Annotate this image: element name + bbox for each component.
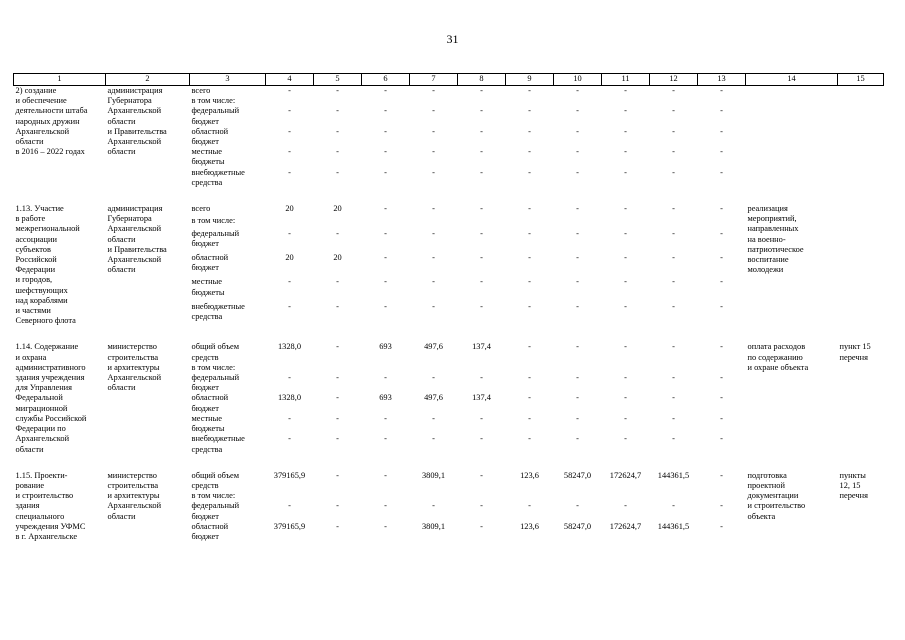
amount-cell: - bbox=[432, 106, 435, 116]
table-row bbox=[14, 342, 884, 362]
amount-cell bbox=[602, 491, 650, 501]
amount-cell: - bbox=[624, 501, 627, 511]
table-row bbox=[14, 86, 884, 97]
amount-cell: - bbox=[384, 501, 387, 511]
amount-cell: - bbox=[528, 167, 531, 177]
column-header-12: 12 bbox=[650, 74, 698, 86]
block-spacer bbox=[14, 326, 884, 342]
amount-cell: - bbox=[384, 147, 387, 157]
amount-cell: - bbox=[672, 301, 675, 311]
amount-cell: - bbox=[624, 106, 627, 116]
amount-cell: 379165,9 bbox=[273, 470, 306, 480]
amount-cell: - bbox=[432, 252, 435, 262]
amount-cell: - bbox=[480, 147, 483, 157]
amount-cell: - bbox=[288, 373, 291, 383]
amount-cell: 123,6 bbox=[520, 521, 539, 531]
amount-cell: 20 bbox=[333, 204, 342, 214]
amount-cell: - bbox=[528, 86, 531, 95]
amount-cell: - bbox=[288, 86, 291, 95]
amount-cell bbox=[458, 216, 506, 228]
column-header-10: 10 bbox=[554, 74, 602, 86]
amount-cell: - bbox=[288, 413, 291, 423]
funding-source-cell: местные бюджеты bbox=[191, 413, 225, 434]
amount-cell: - bbox=[672, 342, 675, 352]
amount-cell bbox=[458, 491, 506, 501]
amount-cell: - bbox=[576, 413, 579, 423]
amount-cell: - bbox=[672, 147, 675, 157]
amount-cell: - bbox=[528, 342, 531, 352]
amount-cell: - bbox=[576, 86, 579, 95]
amount-cell: - bbox=[432, 413, 435, 423]
funding-source-cell: местные бюджеты bbox=[191, 277, 225, 297]
funding-source-cell: федеральный бюджет bbox=[191, 106, 240, 126]
column-number-header bbox=[14, 74, 884, 86]
column-header-14: 14 bbox=[746, 74, 838, 86]
funding-source-cell: внебюджетные средства bbox=[191, 434, 245, 454]
amount-cell bbox=[602, 96, 650, 106]
amount-cell: - bbox=[432, 86, 435, 95]
column-header-15: 15 bbox=[838, 74, 884, 86]
amount-cell: - bbox=[336, 501, 339, 511]
result-cell: оплата расходов по содержанию и охране объекта bbox=[747, 342, 809, 372]
amount-cell: - bbox=[288, 301, 291, 311]
column-header-7: 7 bbox=[410, 74, 458, 86]
table-row bbox=[14, 471, 884, 491]
funding-source-cell: в том числе: bbox=[191, 362, 236, 372]
amount-cell: - bbox=[288, 434, 291, 444]
amount-cell bbox=[698, 363, 746, 373]
column-header-6: 6 bbox=[362, 74, 410, 86]
amount-cell: - bbox=[720, 413, 723, 423]
amount-cell: - bbox=[576, 252, 579, 262]
amount-cell: - bbox=[720, 277, 723, 287]
amount-cell: - bbox=[528, 106, 531, 116]
amount-cell: 20 bbox=[285, 204, 294, 214]
amount-cell: - bbox=[432, 277, 435, 287]
amount-cell: - bbox=[624, 277, 627, 287]
funding-source-cell: в том числе: bbox=[191, 491, 236, 501]
amount-cell: - bbox=[384, 167, 387, 177]
amount-cell: - bbox=[336, 470, 339, 480]
amount-cell: - bbox=[624, 342, 627, 352]
amount-cell bbox=[410, 491, 458, 501]
amount-cell: 144361,5 bbox=[657, 470, 690, 480]
funding-source-cell: федеральный бюджет bbox=[191, 501, 240, 521]
amount-cell: - bbox=[288, 147, 291, 157]
column-header-9: 9 bbox=[506, 74, 554, 86]
amount-cell: - bbox=[720, 147, 723, 157]
amount-cell bbox=[314, 96, 362, 106]
amount-cell bbox=[698, 96, 746, 106]
amount-cell: - bbox=[384, 521, 387, 531]
funding-source-cell: областной бюджет bbox=[191, 393, 229, 413]
amount-cell: - bbox=[336, 434, 339, 444]
amount-cell: - bbox=[384, 413, 387, 423]
amount-cell bbox=[650, 491, 698, 501]
column-header-11: 11 bbox=[602, 74, 650, 86]
basis-cell bbox=[838, 204, 884, 326]
funding-source-cell: федеральный бюджет bbox=[191, 373, 240, 393]
amount-cell: - bbox=[624, 167, 627, 177]
amount-cell: - bbox=[672, 413, 675, 423]
amount-cell: - bbox=[336, 126, 339, 136]
funding-source-cell: местные бюджеты bbox=[191, 147, 225, 167]
column-header-13: 13 bbox=[698, 74, 746, 86]
funding-source-cell: всего bbox=[191, 204, 211, 214]
amount-cell: - bbox=[384, 106, 387, 116]
amount-cell bbox=[266, 491, 314, 501]
page-number: 31 bbox=[446, 32, 459, 46]
amount-cell: - bbox=[432, 126, 435, 136]
amount-cell: - bbox=[720, 126, 723, 136]
column-header-1: 1 bbox=[14, 74, 106, 86]
amount-cell: - bbox=[432, 204, 435, 214]
amount-cell: - bbox=[480, 470, 483, 480]
amount-cell: 58247,0 bbox=[563, 521, 592, 531]
amount-cell: - bbox=[720, 301, 723, 311]
funding-source-cell: областной бюджет bbox=[191, 521, 229, 541]
event-cell: 1.14. Содержание и охрана административного здания учреждения для Управления Федеральной миграционной службы Российской Федерации по Архангельской области bbox=[15, 342, 87, 454]
amount-cell: - bbox=[576, 342, 579, 352]
amount-cell: 693 bbox=[379, 393, 392, 403]
amount-cell: - bbox=[576, 434, 579, 444]
amount-cell: - bbox=[528, 434, 531, 444]
amount-cell: - bbox=[480, 167, 483, 177]
amount-cell bbox=[506, 216, 554, 228]
amount-cell: - bbox=[720, 252, 723, 262]
event-cell: 2) создание и обеспечение деятельности штаба народных дружин Архангельской области в 2016 – 2022 годах bbox=[15, 86, 88, 157]
amount-cell: - bbox=[288, 167, 291, 177]
amount-cell bbox=[554, 363, 602, 373]
amount-cell bbox=[554, 216, 602, 228]
basis-cell: пункты 12, 15 перечня bbox=[839, 470, 868, 501]
table-row bbox=[14, 204, 884, 216]
amount-cell: - bbox=[384, 204, 387, 214]
amount-cell: - bbox=[384, 277, 387, 287]
amount-cell: 144361,5 bbox=[657, 521, 690, 531]
amount-cell: - bbox=[624, 373, 627, 383]
amount-cell: 3809,1 bbox=[421, 521, 446, 531]
amount-cell: - bbox=[480, 86, 483, 95]
amount-cell: - bbox=[384, 228, 387, 238]
amount-cell: - bbox=[720, 434, 723, 444]
amount-cell: - bbox=[672, 277, 675, 287]
amount-cell: - bbox=[480, 228, 483, 238]
amount-cell: - bbox=[624, 301, 627, 311]
funding-source-cell: областной бюджет bbox=[191, 252, 229, 273]
amount-cell: - bbox=[720, 204, 723, 214]
amount-cell: - bbox=[672, 373, 675, 383]
amount-cell: - bbox=[528, 277, 531, 287]
amount-cell bbox=[506, 96, 554, 106]
amount-cell: - bbox=[576, 301, 579, 311]
amount-cell: 137,4 bbox=[472, 342, 491, 352]
funding-source-cell: общий объем средств bbox=[191, 342, 240, 362]
amount-cell bbox=[602, 216, 650, 228]
amount-cell: - bbox=[288, 228, 291, 238]
amount-cell: 123,6 bbox=[520, 470, 539, 480]
amount-cell: - bbox=[624, 413, 627, 423]
amount-cell: - bbox=[528, 204, 531, 214]
executor-cell: администрация Губернатора Архангельской области и Правительства Архангельской области bbox=[107, 204, 167, 275]
amount-cell: - bbox=[432, 228, 435, 238]
amount-cell: 172624,7 bbox=[609, 470, 642, 480]
amount-cell: - bbox=[384, 373, 387, 383]
event-cell: 1.15. Проекти- рование и строительство здания специального учреждения УФМС в г. Архангельске bbox=[15, 470, 86, 541]
amount-cell: - bbox=[576, 126, 579, 136]
amount-cell bbox=[410, 216, 458, 228]
amount-cell: - bbox=[672, 106, 675, 116]
amount-cell: - bbox=[384, 252, 387, 262]
amount-cell: - bbox=[720, 228, 723, 238]
amount-cell: - bbox=[576, 373, 579, 383]
amount-cell: - bbox=[528, 501, 531, 511]
amount-cell: 58247,0 bbox=[563, 470, 592, 480]
result-cell: реализация мероприятий, направленных на военно- патриотическое воспитание молодежи bbox=[747, 204, 804, 275]
amount-cell: - bbox=[576, 204, 579, 214]
amount-cell: - bbox=[480, 106, 483, 116]
amount-cell: - bbox=[336, 86, 339, 95]
amount-cell: - bbox=[720, 501, 723, 511]
amount-cell: - bbox=[336, 147, 339, 157]
amount-cell: - bbox=[672, 434, 675, 444]
amount-cell bbox=[266, 363, 314, 373]
amount-cell: - bbox=[480, 501, 483, 511]
amount-cell: - bbox=[528, 147, 531, 157]
amount-cell: 172624,7 bbox=[609, 521, 642, 531]
amount-cell: - bbox=[480, 521, 483, 531]
amount-cell: - bbox=[528, 393, 531, 403]
funding-source-cell: внебюджетные средства bbox=[191, 167, 245, 187]
block-spacer bbox=[14, 188, 884, 204]
amount-cell: 3809,1 bbox=[421, 470, 446, 480]
amount-cell: - bbox=[576, 501, 579, 511]
funding-source-cell: внебюджетные средства bbox=[191, 301, 245, 322]
amount-cell bbox=[362, 363, 410, 373]
amount-cell: - bbox=[384, 126, 387, 136]
executor-cell: министерство строительства и архитектуры Архангельской области bbox=[107, 342, 162, 393]
result-cell bbox=[746, 86, 838, 189]
amount-cell bbox=[314, 216, 362, 228]
amount-cell: - bbox=[672, 393, 675, 403]
amount-cell: - bbox=[672, 86, 675, 95]
funding-source-cell: в том числе: bbox=[191, 216, 236, 226]
amount-cell: - bbox=[480, 373, 483, 383]
amount-cell: 379165,9 bbox=[273, 521, 306, 531]
amount-cell: - bbox=[576, 277, 579, 287]
amount-cell: - bbox=[480, 301, 483, 311]
amount-cell bbox=[410, 363, 458, 373]
amount-cell: - bbox=[672, 252, 675, 262]
amount-cell: 137,4 bbox=[472, 393, 491, 403]
amount-cell: - bbox=[336, 373, 339, 383]
amount-cell: - bbox=[576, 228, 579, 238]
amount-cell: - bbox=[336, 106, 339, 116]
amount-cell: 497,6 bbox=[424, 393, 443, 403]
amount-cell: - bbox=[480, 434, 483, 444]
amount-cell: - bbox=[336, 342, 339, 352]
amount-cell: - bbox=[384, 86, 387, 95]
amount-cell: 497,6 bbox=[424, 342, 443, 352]
amount-cell: - bbox=[384, 470, 387, 480]
funding-source-cell: областной бюджет bbox=[191, 126, 229, 147]
column-header-8: 8 bbox=[458, 74, 506, 86]
program-funding-table bbox=[13, 73, 884, 542]
amount-cell: - bbox=[624, 228, 627, 238]
amount-cell: - bbox=[384, 434, 387, 444]
amount-cell: - bbox=[672, 501, 675, 511]
amount-cell: - bbox=[720, 393, 723, 403]
amount-cell: 20 bbox=[285, 252, 294, 262]
amount-cell: - bbox=[432, 434, 435, 444]
amount-cell bbox=[410, 96, 458, 106]
amount-cell bbox=[698, 216, 746, 228]
amount-cell bbox=[458, 96, 506, 106]
executor-cell: министерство строительства и архитектуры Архангельской области bbox=[107, 470, 162, 521]
amount-cell bbox=[650, 96, 698, 106]
amount-cell: - bbox=[576, 106, 579, 116]
amount-cell: - bbox=[432, 501, 435, 511]
basis-cell: пункт 15 перечня bbox=[839, 342, 871, 362]
amount-cell: - bbox=[336, 167, 339, 177]
amount-cell: - bbox=[624, 252, 627, 262]
amount-cell: - bbox=[672, 204, 675, 214]
amount-cell: 1328,0 bbox=[277, 393, 302, 403]
amount-cell: - bbox=[576, 167, 579, 177]
amount-cell: - bbox=[672, 126, 675, 136]
amount-cell bbox=[602, 363, 650, 373]
amount-cell: - bbox=[672, 228, 675, 238]
funding-source-cell: общий объем средств bbox=[191, 470, 240, 490]
result-cell: подготовка проектной документации и строительство объекта bbox=[747, 470, 806, 521]
basis-cell bbox=[838, 86, 884, 189]
amount-cell: - bbox=[288, 277, 291, 287]
funding-source-cell: в том числе: bbox=[191, 96, 236, 106]
amount-cell: - bbox=[528, 252, 531, 262]
amount-cell: - bbox=[336, 301, 339, 311]
amount-cell: - bbox=[432, 167, 435, 177]
amount-cell bbox=[266, 96, 314, 106]
amount-cell: - bbox=[336, 413, 339, 423]
column-header-2: 2 bbox=[106, 74, 190, 86]
amount-cell bbox=[362, 491, 410, 501]
amount-cell: - bbox=[672, 167, 675, 177]
amount-cell: - bbox=[384, 301, 387, 311]
amount-cell bbox=[506, 363, 554, 373]
amount-cell: - bbox=[336, 228, 339, 238]
column-header-5: 5 bbox=[314, 74, 362, 86]
amount-cell bbox=[554, 491, 602, 501]
amount-cell: - bbox=[720, 521, 723, 531]
amount-cell: - bbox=[336, 393, 339, 403]
amount-cell bbox=[650, 216, 698, 228]
column-header-4: 4 bbox=[266, 74, 314, 86]
amount-cell bbox=[506, 491, 554, 501]
amount-cell bbox=[314, 363, 362, 373]
block-spacer bbox=[14, 455, 884, 471]
amount-cell: - bbox=[288, 126, 291, 136]
amount-cell: - bbox=[576, 393, 579, 403]
amount-cell bbox=[314, 491, 362, 501]
event-cell: 1.13. Участие в работе межрегиональной ассоциации субъектов Российской Федерации и городов, шефствующих над кораблями и частями Северного флота bbox=[15, 204, 80, 326]
amount-cell: - bbox=[480, 252, 483, 262]
amount-cell: - bbox=[624, 204, 627, 214]
amount-cell: - bbox=[480, 204, 483, 214]
amount-cell bbox=[362, 96, 410, 106]
amount-cell: - bbox=[720, 373, 723, 383]
amount-cell bbox=[458, 363, 506, 373]
amount-cell: - bbox=[432, 301, 435, 311]
amount-cell: - bbox=[528, 373, 531, 383]
amount-cell: - bbox=[720, 470, 723, 480]
amount-cell: - bbox=[288, 501, 291, 511]
amount-cell bbox=[266, 216, 314, 228]
amount-cell: - bbox=[336, 521, 339, 531]
amount-cell: - bbox=[480, 126, 483, 136]
amount-cell: 20 bbox=[333, 252, 342, 262]
amount-cell: - bbox=[528, 228, 531, 238]
amount-cell: - bbox=[624, 434, 627, 444]
amount-cell: 693 bbox=[379, 342, 392, 352]
funding-source-cell: федеральный бюджет bbox=[191, 228, 240, 248]
amount-cell: - bbox=[528, 413, 531, 423]
amount-cell: - bbox=[624, 147, 627, 157]
amount-cell bbox=[650, 363, 698, 373]
amount-cell: - bbox=[624, 126, 627, 136]
amount-cell: - bbox=[720, 106, 723, 116]
funding-source-cell: всего bbox=[191, 86, 211, 95]
amount-cell: - bbox=[432, 147, 435, 157]
amount-cell: - bbox=[336, 277, 339, 287]
amount-cell: - bbox=[432, 373, 435, 383]
executor-cell: администрация Губернатора Архангельской области и Правительства Архангельской области bbox=[107, 86, 167, 157]
amount-cell bbox=[554, 96, 602, 106]
amount-cell bbox=[698, 491, 746, 501]
amount-cell: - bbox=[528, 301, 531, 311]
amount-cell: - bbox=[624, 86, 627, 95]
amount-cell: - bbox=[480, 277, 483, 287]
amount-cell: - bbox=[720, 167, 723, 177]
amount-cell bbox=[362, 216, 410, 228]
amount-cell: - bbox=[528, 126, 531, 136]
amount-cell: - bbox=[624, 393, 627, 403]
amount-cell: - bbox=[576, 147, 579, 157]
amount-cell: - bbox=[720, 342, 723, 352]
column-header-3: 3 bbox=[190, 74, 266, 86]
amount-cell: 1328,0 bbox=[277, 342, 302, 352]
amount-cell: - bbox=[288, 106, 291, 116]
amount-cell: - bbox=[480, 413, 483, 423]
amount-cell: - bbox=[720, 86, 723, 95]
